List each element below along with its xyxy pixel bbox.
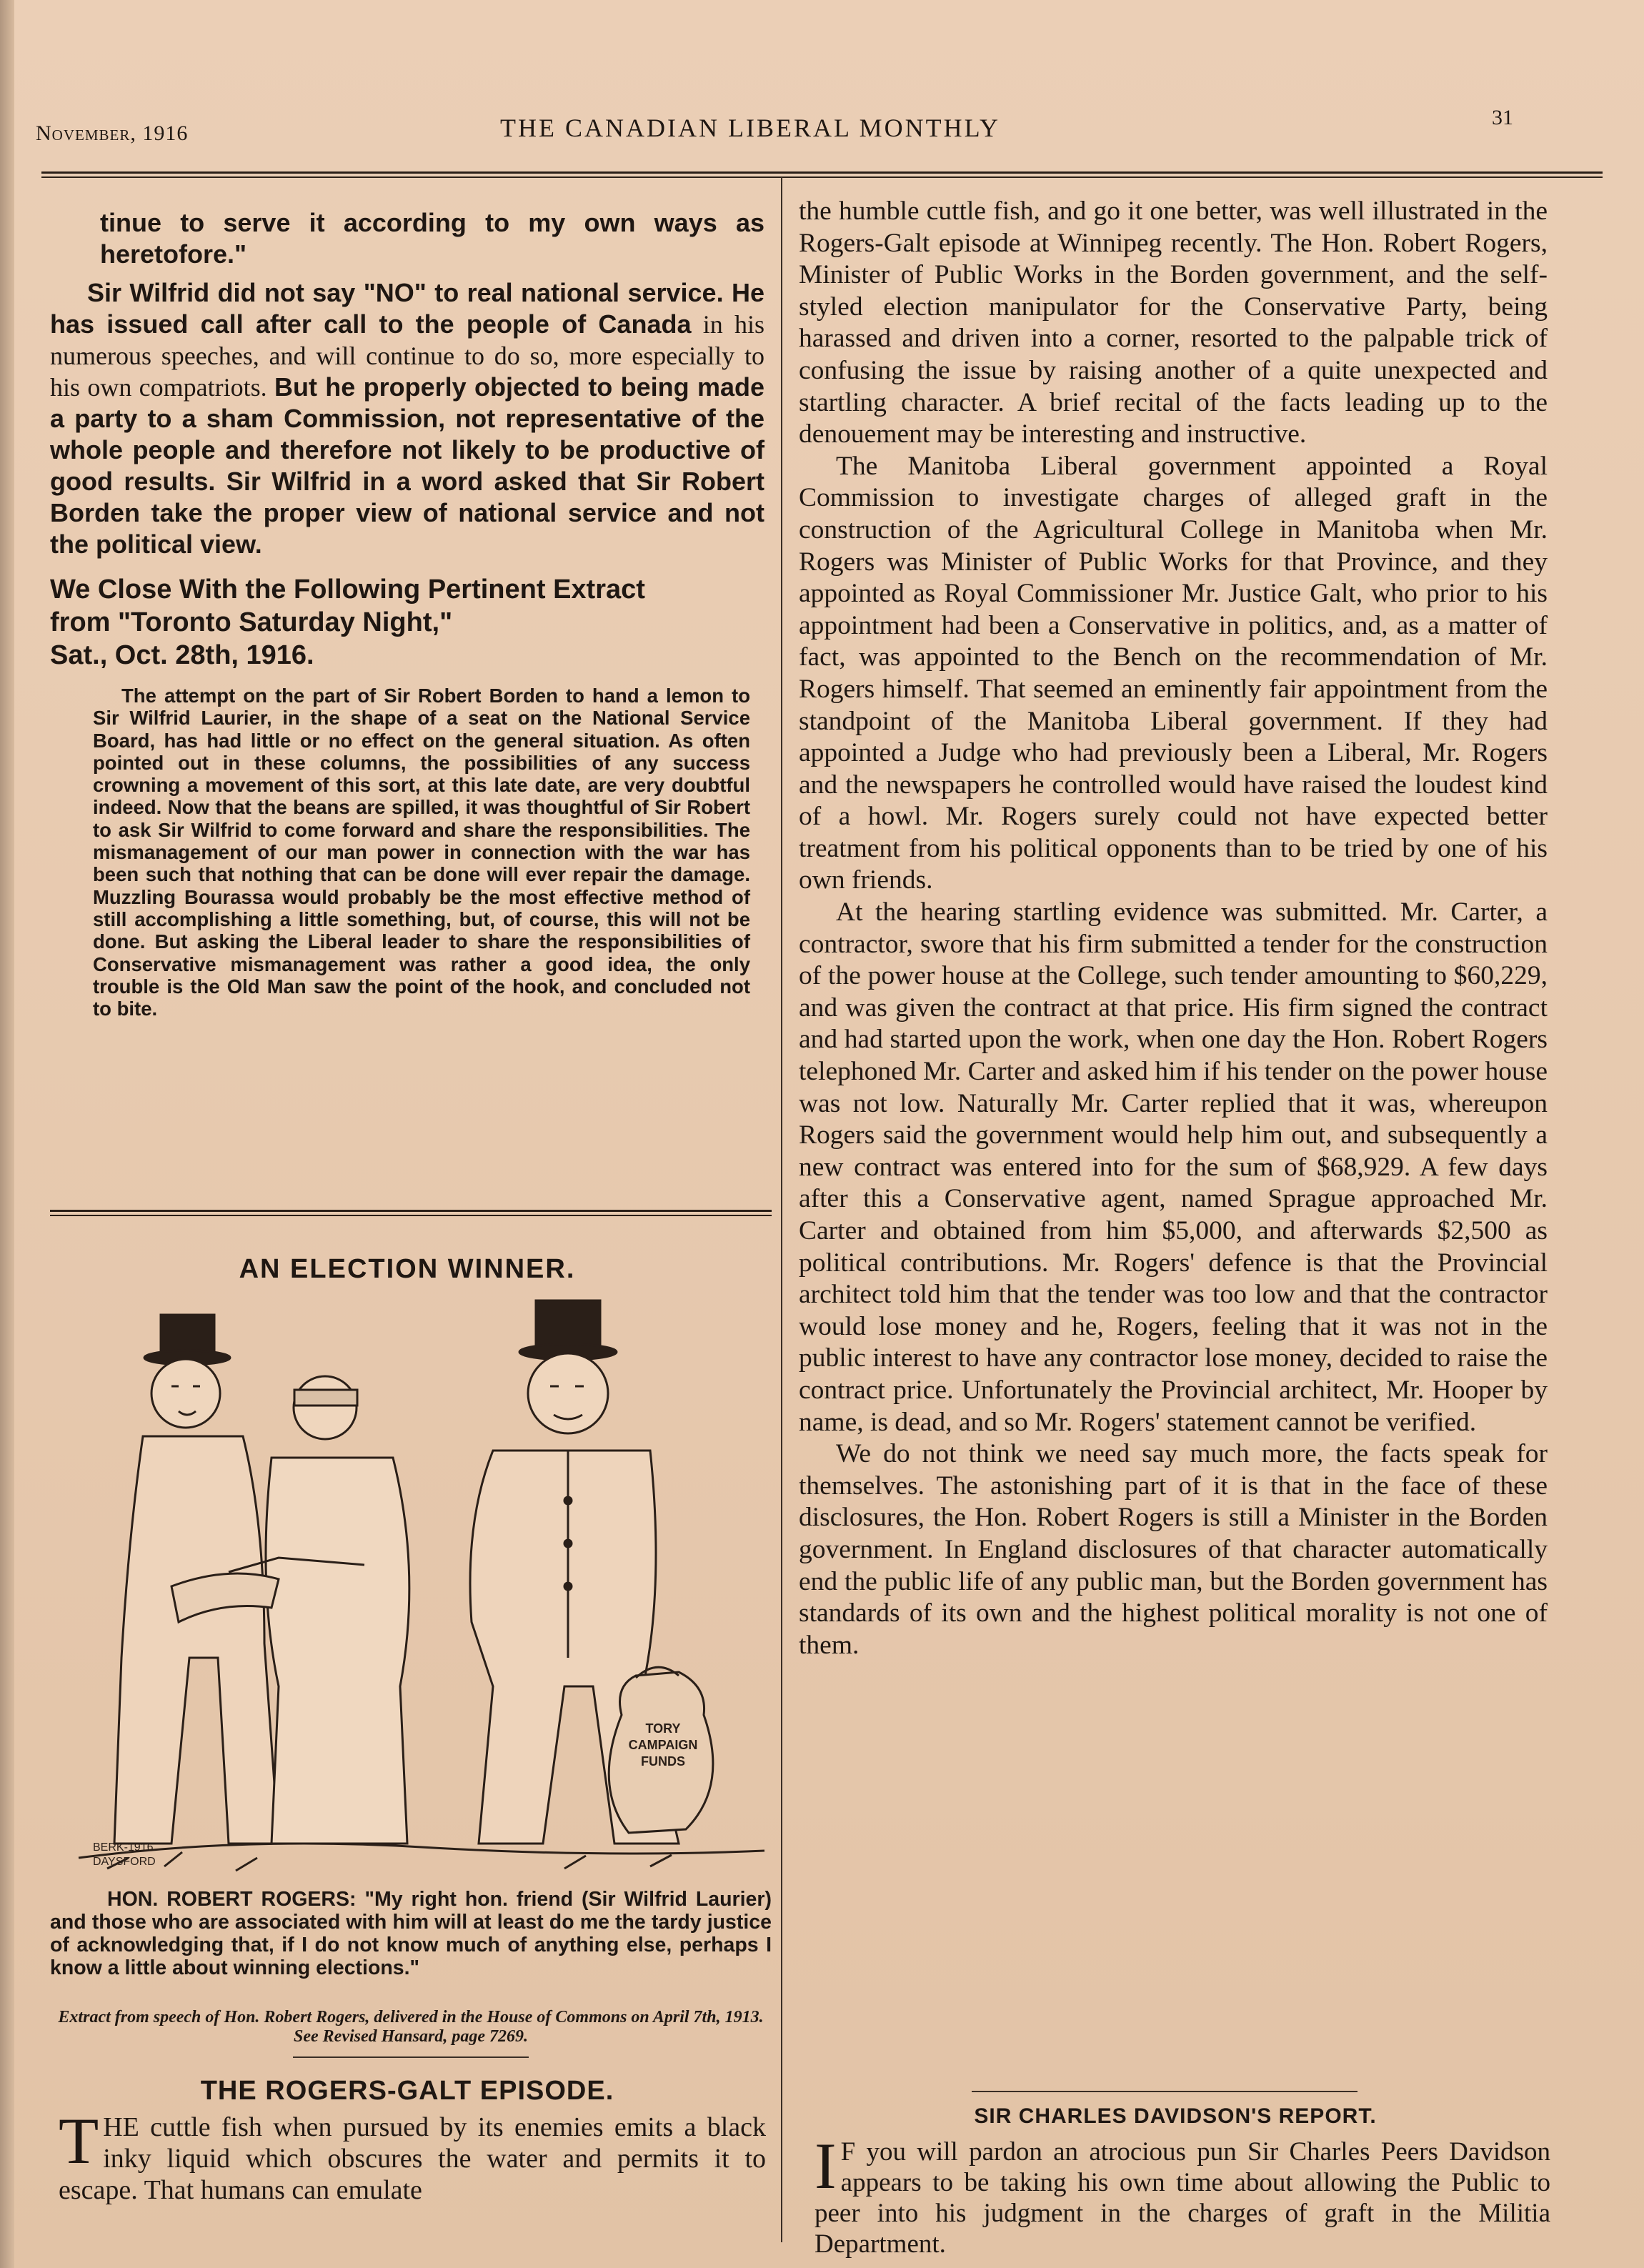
middle-figure-robe (266, 1458, 409, 1844)
right-column (799, 196, 1548, 1661)
page-binding-edge (0, 0, 14, 2268)
left-para-2-bold-b: But he properly objected to being made a party to a sham Commission, not representative of the whole people and therefore not likely to be productive of good results. Sir Wilfrid in a word asked that Sir Robert Borden take the proper view of national service and not the political view. (50, 372, 764, 559)
right-section-rule (972, 2091, 1357, 2092)
issue-date: November, 1916 (36, 121, 189, 145)
extract-heading (50, 573, 764, 672)
dropcap-i: I (814, 2129, 837, 2202)
extract-heading-line-3: Sat., Oct. 28th, 1916. (50, 640, 314, 670)
page-number: 31 (1492, 106, 1513, 129)
cartoon-signature-line-2: DAYSFORD (93, 1856, 156, 1868)
extract-heading-line-2: from "Toronto Saturday Night," (50, 607, 453, 637)
header-rule (41, 171, 1603, 178)
cartoon-title: AN ELECTION WINNER. (239, 1254, 576, 1284)
column-divider (781, 177, 782, 2242)
masthead: THE CANADIAN LIBERAL MONTHLY (500, 114, 1000, 142)
rogers-galt-heading: THE ROGERS-GALT EPISODE. (200, 2076, 614, 2106)
left-para-2 (50, 277, 764, 560)
left-section-rule (50, 1210, 772, 1216)
bag-label-line-2: CAMPAIGN (628, 1738, 698, 1752)
blindfold (294, 1390, 357, 1406)
left-para-1: tinue to serve it according to my own ways as heretofore." (100, 208, 764, 269)
cartoon-signature-line-1: BERK-1916 (93, 1841, 154, 1854)
cartoon-caption (50, 1888, 772, 1979)
left-figure-coat (114, 1436, 279, 1844)
right-para-4: We do not think we need say much more, the facts speak for themselves. The astonishing part of it is that in the face of these disclosures, the Hon. Robert Rogers is still a Minister in the Borden government. In England disclosures of that character automatically end the public life of any public man, but the Borden government has standards of its own and the highest political morality is not one of them. (799, 1439, 1548, 1660)
left-para-2-bold-a: Sir Wilfrid did not say "NO" to real national service. He has issued call after call to the people of Canada (50, 278, 764, 339)
right-para-3: At the hearing startling evidence was submitted. Mr. Carter, a contractor, swore that his firm submitted a tender for the construction of the power house at the College, such tender amounting to $60,229, and was given the contract at that price. His firm signed the contract and had started upon the work, when one day the Hon. Robert Rogers telephoned Mr. Carter and asked him if his tender on the power house was not low. Naturally Mr. Carter replied that it was, whereupon Rogers said the government would help him out, and subsequently a new contract was entered into for the sum of $68,929. A few days after this a Conservative agent, named Sprague approached Mr. Carter and obtained from him $5,000, and afterwards $2,500 as political contributions. Mr. Rogers' defence is that the Provincial architect told him that the tender was too low and that the contractor would lose money and he, Rogers, feeling that it was not in the public interest to have any contractor lose money, decided to raise the contract price. Unfortunately the Provincial architect, Mr. Hooper by name, is dead, and so Mr. Rogers' statement cannot be verified. (799, 897, 1548, 1437)
rogers-galt-intro (59, 2104, 766, 2206)
left-para-2-plain: in his numerous speeches, and will continue to do so, more especially to his own compatriots. (50, 310, 764, 402)
right-figure-head (528, 1353, 608, 1433)
middle-figure-head (294, 1376, 357, 1439)
right-para-1: the humble cuttle fish, and go it one better, was well illustrated in the Rogers-Galt episode at Winnipeg recently. The Hon. Robert Rogers, Minister of Public Works in the Borden government, and the self-styled election manipulator for the Conservative Party, being harassed and driven into a corner, resorted to the palpable trick of confusing the issue by raising another of a quite unexpected and startling character. A brief recital of the facts leading up to the denouement may be interesting and instructive. (799, 197, 1548, 449)
cartoon-caption-text: HON. ROBERT ROGERS: "My right hon. friend (Sir Wilfrid Laurier) and those who are associated with him will at least do me the tardy justice of acknowledging that, if I do not know much of anything else, perhaps I know a little about winning elections." (50, 1888, 772, 1979)
dropcap-t: T (59, 2104, 99, 2177)
rogers-galt-intro-text: HE cuttle fish when pursued by its enemies emits a black inky liquid which obscures the water and permits it to escape. That humans can emulate (59, 2112, 766, 2205)
bag-label-line-1: TORY (645, 1721, 681, 1736)
left-column (50, 207, 764, 1020)
campaign-funds-bag (609, 1672, 713, 1833)
page-header (0, 106, 1644, 149)
davidson-report-heading: SIR CHARLES DAVIDSON'S REPORT. (974, 2104, 1377, 2128)
right-para-2: The Manitoba Liberal government appointed a Royal Commission to investigate charges of alleged graft in the construction of the Agricultural College in Manitoba when Mr. Rogers was Minister of Public Works for that Province, and they appointed as Royal Commissioner Mr. Justice Galt, who prior to his appointment had been a Conservative in politics, and, as a matter of fact, was appointed to the Bench on the recommendation of Mr. Rogers himself. That seemed an eminently fair appointment from the standpoint of the Manitoba Liberal government. If they had appointed a Judge who had previously been a Liberal, Mr. Rogers and the newspapers he controlled would have raised the loudest kind of a howl. Mr. Rogers surely could not have expected better treatment from his political opponents than to be tried by one of his own friends. (799, 451, 1548, 895)
davidson-report-body: F you will pardon an atrocious pun Sir Charles Peers Davidson appears to be taking his own time about allowing the Public to peer into his judgment in the charges of graft in the Militia Department. (814, 2137, 1550, 2259)
extract-heading-line-1: We Close With the Following Pertinent Extract (50, 575, 645, 605)
left-figure-head (151, 1359, 220, 1428)
davidson-report-text (814, 2129, 1550, 2259)
election-winner-cartoon (64, 1286, 772, 1886)
bag-label-line-3: FUNDS (641, 1754, 685, 1769)
cartoon-source: Extract from speech of Hon. Robert Rogers, delivered in the House of Commons on April 7th, 1913. See Revised Hansard, page 7269. (58, 2008, 764, 2046)
cartoon-ground (79, 1844, 764, 1858)
caption-rule (293, 2056, 529, 2058)
saturday-night-extract: The attempt on the part of Sir Robert Borden to hand a lemon to Sir Wilfrid Laurier, in the shape of a seat on the National Service Board, has had little or no effect on the general situation. As often pointed out in these columns, the possibilities of any success crowning a movement of this sort, at this late date, are very doubtful indeed. Now that the beans are spilled, it was thoughtful of Sir Robert to ask Sir Wilfrid to come forward and share the responsibilities. The mismanagement of our man power in connection with the war has been such that nothing that can be done will ever repair the damage. Muzzling Bourassa would probably be the most effective method of still accomplishing a little something, but, of course, this will not be done. But asking the Liberal leader to share the responsibilities of Conservative mismanagement was rather a good idea, the only trouble is the Old Man saw the point of the hook, and concluded not to bite. (93, 685, 750, 1020)
